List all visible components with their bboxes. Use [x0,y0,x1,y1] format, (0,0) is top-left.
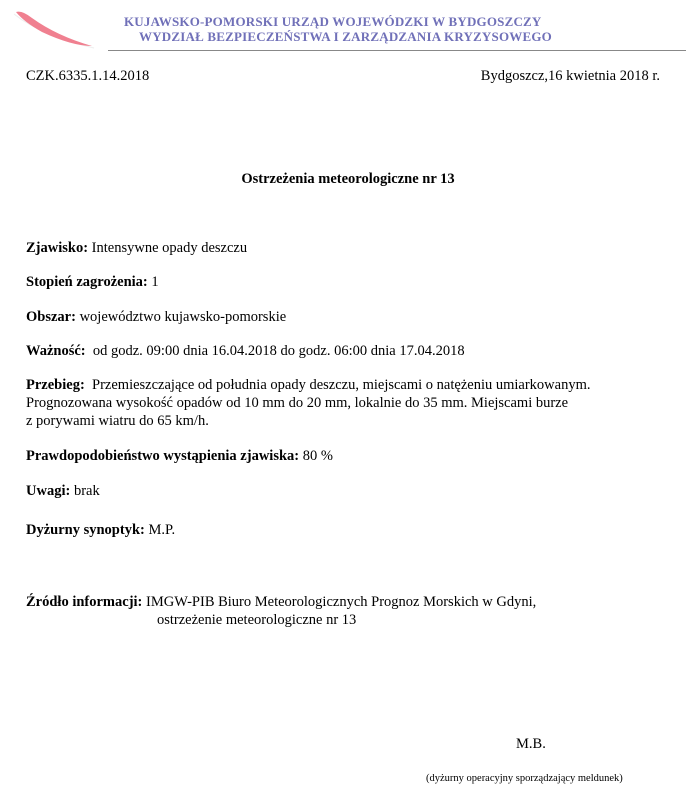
letterhead-divider [108,50,686,51]
field-label: Przebieg: [26,377,85,393]
przebieg-line-3: z porywami wiatru do 65 km/h. [26,413,209,429]
field-label: Dyżurny synoptyk: [26,522,145,538]
field-value: od godz. 09:00 dnia 16.04.2018 do godz. 06:00 dnia 17.04.2018 [85,343,465,359]
field-obszar [26,309,286,326]
field-label: Stopień zagrożenia: [26,274,148,290]
field-value-line-1: Przemieszczające od południa opady deszczu, miejscami o natężeniu umiarkowanym. [84,377,591,393]
document-title: Ostrzeżenia meteorologiczne nr 13 [241,171,455,187]
przebieg-line-2: Prognozowana wysokość opadów od 10 mm do 20 mm, lokalnie do 35 mm. Miejscami burze [26,395,569,411]
field-przebieg [26,377,590,394]
field-waznosc [26,343,465,360]
place-date: Bydgoszcz,16 kwietnia 2018 r. [480,68,660,84]
field-label: Obszar: [26,309,76,325]
field-label: Źródło informacji: [26,594,143,610]
field-value: brak [70,483,100,499]
field-synoptyk [26,522,175,539]
field-value: województwo kujawsko-pomorskie [75,309,287,325]
letterhead-line-1: KUJAWSKO-POMORSKI URZĄD WOJEWÓDZKI W BYDGOSZCZY [124,14,542,29]
field-prawdopodobienstwo [26,448,333,465]
signature-initials: M.B. [516,736,546,752]
field-zjawisko [26,240,247,257]
field-zrodlo [26,594,536,611]
letterhead-line-2: WYDZIAŁ BEZPIECZEŃSTWA I ZARZĄDZANIA KRYZYSOWEGO [139,29,552,44]
field-label: Zjawisko: [26,240,89,256]
field-uwagi [26,483,100,500]
field-label: Prawdopodobieństwo wystąpienia zjawiska: [26,448,300,464]
logo-swoosh-icon [12,8,102,50]
zrodlo-line-2: ostrzeżenie meteorologiczne nr 13 [157,612,357,628]
field-value: Intensywne opady deszczu [88,240,248,256]
field-value-line-1: IMGW-PIB Biuro Meteorologicznych Prognoz Morskich w Gdyni, [142,594,537,610]
field-value: 1 [147,274,159,290]
field-value: 80 % [299,448,333,464]
field-label: Ważność: [26,343,86,359]
field-value: M.P. [144,522,176,538]
signature-role: (dyżurny operacyjny sporządzający meldunek) [426,773,623,784]
reference-number: CZK.6335.1.14.2018 [26,68,150,84]
field-stopien [26,274,159,291]
field-label: Uwagi: [26,483,71,499]
